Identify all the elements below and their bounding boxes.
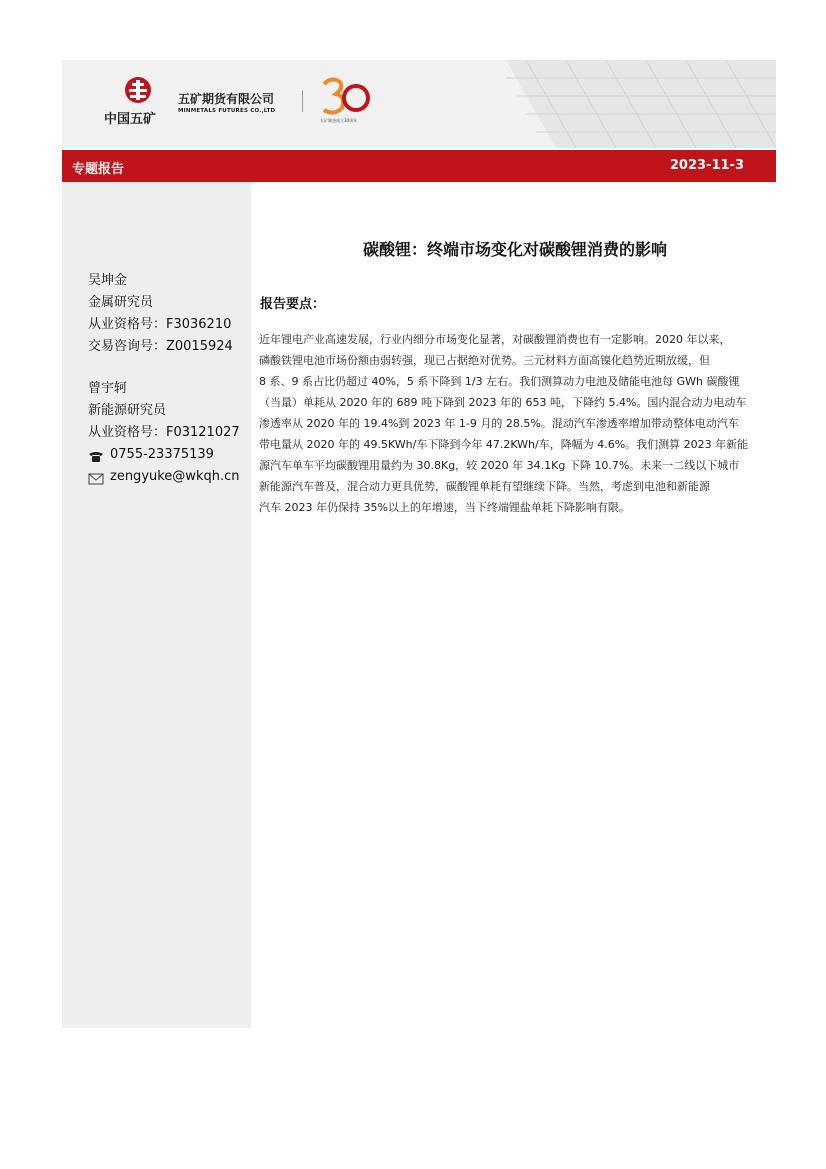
- author-phone: 0755-23375139: [110, 447, 214, 462]
- header-divider: [302, 90, 303, 112]
- author-card: [88, 378, 240, 488]
- report-banner: [62, 150, 776, 182]
- author-name: 吴坤金: [88, 273, 128, 288]
- author-qualification: 从业资格号：F3036210: [88, 317, 232, 332]
- author-role: 新能源研究员: [88, 403, 167, 418]
- summary-line: 带电量从 2020 年的 49.5KWh/车下降到今年 47.2KWh/车，降幅为 4.6%。我们测算 2023 年新能: [259, 438, 749, 451]
- report-type: 专题报告: [72, 162, 125, 177]
- mail-icon: [88, 471, 104, 483]
- summary-line: 新能源汽车普及，混合动力更具优势，碳酸锂单耗有望继续下降。当然，考虑到电池和新能源: [259, 480, 710, 493]
- report-title: 碳酸锂：终端市场变化对碳酸锂消费的影响: [362, 240, 667, 259]
- summary-line: 8 系、9 系占比仍超过 40%，5 系下降到 1/3 左右。我们测算动力电池及储能电池每 GWh 碳酸锂: [259, 375, 740, 388]
- author-consulting-number: 交易咨询号：Z0015924: [88, 339, 233, 354]
- summary-line: 近年锂电产业高速发展，行业内细分市场变化显著，对碳酸锂消费也有一定影响。2020 年以来，: [259, 333, 731, 346]
- report-header: [62, 60, 776, 148]
- author-phone-row: [88, 444, 240, 466]
- author-qualification: 从业资格号：F03121027: [88, 425, 240, 440]
- logo-text: 中国五矿: [104, 112, 157, 127]
- header-background-pattern: [446, 60, 776, 148]
- anniversary-caption: 五矿期货成立30周年: [320, 118, 358, 123]
- summary-line: 源汽车单车平均碳酸锂用量约为 30.8Kg，较 2020 年 34.1Kg 下降 10.7%。未来一二线以下城市: [259, 459, 740, 472]
- author-card: [88, 270, 233, 358]
- summary-line: 磷酸铁锂电池市场份额由弱转强，现已占据绝对优势。三元材料方面高镍化趋势近期放缓，但: [259, 354, 710, 367]
- report-summary: [259, 329, 771, 518]
- company-name-cn: 五矿期货有限公司: [178, 92, 275, 106]
- phone-icon: [88, 449, 104, 461]
- section-heading: 报告要点：: [260, 297, 326, 312]
- author-role: 金属研究员: [88, 295, 154, 310]
- anniversary-30-logo-icon: [318, 74, 372, 122]
- company-name-en: MINMETALS FUTURES CO.,LTD: [178, 108, 276, 114]
- summary-line: （当量）单耗从 2020 年的 689 吨下降到 2023 年的 653 吨，下降约 5.4%。国内混合动力电动车: [259, 396, 747, 409]
- author-sidebar: [62, 182, 251, 1028]
- author-email[interactable]: zengyuke@wkqh.cn: [110, 469, 240, 484]
- minmetals-logo-icon: [120, 76, 156, 106]
- report-date: 2023-11-3: [669, 158, 744, 173]
- summary-line: 渗透率从 2020 年的 19.4%到 2023 年 1-9 月的 28.5%。混动汽车渗透率增加带动整体电动汽车: [259, 417, 739, 430]
- summary-line: 汽车 2023 年仍保持 35%以上的年增速，当下终端锂盐单耗下降影响有限。: [259, 501, 630, 514]
- author-email-row: [88, 466, 240, 488]
- author-name: 曾宇轲: [88, 381, 128, 396]
